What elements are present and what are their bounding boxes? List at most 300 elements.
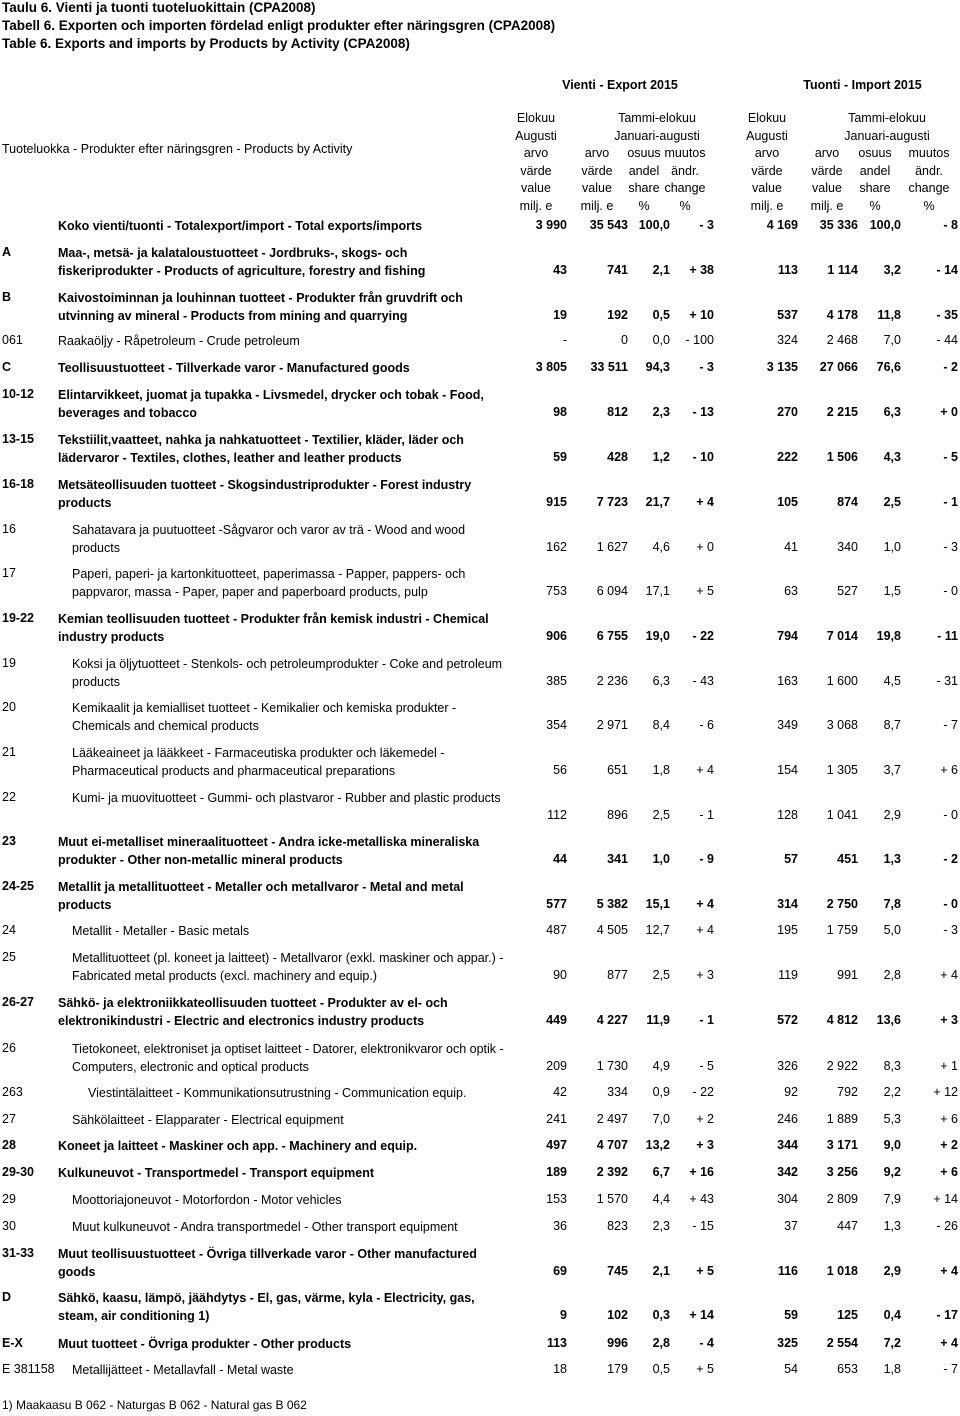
cell-value: 4 707 [596,1138,628,1152]
cell-value: + 4 [696,495,714,509]
cell-value: 100,0 [638,218,670,232]
row-label: Teollisuustuotteet - Tillverkade varor - Manufactured goods [58,361,410,375]
cell-value: 9,0 [883,1138,901,1152]
cell-value: 246 [777,1112,798,1126]
row-code: 19-22 [2,611,34,625]
cell-value: + 6 [940,763,958,777]
column-header-line: % [923,198,935,213]
row-label: Metallit - Metaller - Basic metals [72,924,250,938]
cell-value: 4 227 [596,1013,628,1027]
row-label: Muut teollisuustuotteet - Övriga tillverkade varor - Other manufactured goods [58,1247,477,1279]
cell-value: 56 [553,763,567,777]
cell-value: 4 169 [766,218,798,232]
cell-value: - 3 [943,923,958,937]
cell-value: 6,3 [883,405,901,419]
cell-value: 1 114 [827,263,858,277]
cell-value: 0,9 [652,1085,670,1099]
cell-value: + 2 [940,1138,958,1152]
cell-value: - 1 [699,808,714,822]
row-code: 26-27 [2,995,34,1009]
row-code: 16-18 [2,477,34,491]
cell-value: 162 [546,540,567,554]
cell-value: - 0 [943,808,958,822]
cell-value: 326 [777,1059,798,1073]
column-header-line: % [869,198,881,213]
cell-value: 179 [607,1362,628,1376]
cell-value: - 9 [699,852,714,866]
cell-value: 4 812 [826,1013,858,1027]
column-header [896,110,960,215]
cell-value: - 100 [685,333,714,347]
cell-value: 195 [777,923,798,937]
row-code: 13-15 [2,432,34,446]
cell-value: 0,0 [652,333,670,347]
cell-value: - 5 [943,450,958,464]
cell-value: 4,6 [652,540,670,554]
cell-value: 651 [607,763,628,777]
cell-value: - [562,333,567,347]
cell-value: - 17 [936,1308,958,1322]
column-header-line [652,110,718,128]
cell-value: + 5 [696,1264,714,1278]
column-header-line: % [638,198,650,213]
row-label: Koksi ja öljytuotteet - Stenkols- och petroleumprodukter - Coke and petroleum products [72,657,503,689]
row-label: Sähkö, kaasu, lämpö, jäähdytys - El, gas, värme, kyla - Electricity, gas, steam, air conditioning 1) [58,1291,475,1323]
cell-value: 105 [777,495,798,509]
cell-value: 906 [546,629,567,643]
cell-value: 125 [837,1308,858,1322]
cell-value: + 4 [940,1264,958,1278]
column-header [652,110,718,215]
row-label-header: Tuoteluokka - Produkter efter näringsgren - Products by Activity [2,142,353,156]
column-header-line: Elokuu [747,111,787,125]
row-label: Sahatavara ja puutuotteet -Sågvaror och varor av trä - Wood and wood products [72,523,466,555]
row-code: 263 [2,1085,23,1099]
row-label: Tietokoneet, elektroniset ja optiset laitteet - Datorer, elektronikvaror och optik - Computers, electronic and optical products [72,1042,504,1074]
cell-value: - 10 [692,450,714,464]
cell-value: 18 [553,1362,567,1376]
column-header-line: andel [859,163,891,178]
cell-value: 325 [777,1336,798,1350]
cell-value: - 44 [936,333,958,347]
column-header-line: arvo [584,146,610,160]
row-code: 29 [2,1192,16,1206]
cell-value: + 14 [689,1308,714,1322]
column-header-line: change [664,181,706,195]
cell-value: + 4 [940,1336,958,1350]
cell-value: - 3 [699,360,714,374]
cell-value: 1,8 [652,763,670,777]
column-header-line: muutos [664,146,706,160]
row-label: Moottoriajoneuvot - Motorfordon - Motor vehicles [72,1193,342,1207]
cell-value: 2 215 [826,405,858,419]
cell-value: 572 [777,1013,798,1027]
cell-value: 35 543 [589,218,628,232]
row-code: 24-25 [2,879,34,893]
row-code: 061 [2,333,23,347]
row-code: 10-12 [2,387,34,401]
cell-value: 92 [784,1085,798,1099]
title-en: Table 6. Exports and imports by Products by Activity (CPA2008) [2,36,410,51]
cell-value: 113 [546,1336,567,1350]
cell-value: 1,3 [883,852,901,866]
cell-value: 3 135 [766,360,798,374]
cell-value: 21,7 [645,495,670,509]
column-header-line: ändr. [671,163,699,178]
cell-value: 241 [546,1112,567,1126]
column-header-line: andel [628,163,660,178]
cell-value: 996 [607,1336,628,1350]
cell-value: 33 511 [590,360,628,374]
column-header-line: milj. e [580,198,614,213]
row-label: Metallituotteet (pl. koneet ja laitteet) - Metallvaror (exkl. maskiner och appar.) - Fabricated metal products (excl. machinery and equip.) [72,951,504,983]
row-label: Kumi- ja muovituotteet - Gummi- och plastvaror - Rubber and plastic products [72,791,501,805]
cell-value: 102 [607,1308,628,1322]
cell-value: - 31 [936,674,958,688]
cell-value: 3 990 [535,218,567,232]
cell-value: 385 [546,674,567,688]
cell-value: 2 922 [826,1059,858,1073]
cell-value: 3 068 [826,718,858,732]
cell-value: 13,2 [645,1138,670,1152]
cell-value: 1 570 [596,1192,628,1206]
row-label: Muut ei-metalliset mineraalituotteet - Andra icke-metalliska mineraliska produkter - Other non-metallic mineral products [58,835,480,867]
row-label: Raakaöljy - Råpetroleum - Crude petroleum [58,334,300,348]
cell-value: 2,9 [883,808,901,822]
row-label: Koneet ja laitteet - Maskiner och app. - Machinery and equip. [58,1139,418,1153]
cell-value: - 22 [692,629,714,643]
cell-value: + 0 [696,540,714,554]
cell-value: 7 014 [826,629,858,643]
cell-value: 41 [784,540,798,554]
cell-value: - 7 [943,1362,958,1376]
cell-value: - 2 [943,852,958,866]
cell-value: 19 [553,308,567,322]
column-header-line: värde [581,163,613,178]
cell-value: 7,9 [883,1192,901,1206]
cell-value: 128 [777,808,798,822]
column-header-line: Tammi-elokuu [618,111,696,125]
cell-value: + 2 [696,1112,714,1126]
footnote: 1) Maakaasu B 062 - Naturgas B 062 - Natural gas B 062 [2,1398,307,1412]
cell-value: 2,3 [652,405,670,419]
row-code: 30 [2,1219,16,1233]
cell-value: - 26 [936,1219,958,1233]
row-code: 24 [2,923,16,937]
cell-value: 3 805 [535,360,567,374]
cell-value: 1,3 [883,1219,901,1233]
row-code: 16 [2,522,16,536]
row-label: Metsäteollisuuden tuotteet - Skogsindustriprodukter - Forest industry products [58,478,472,510]
cell-value: 36 [553,1219,567,1233]
cell-value: 0 [621,333,628,347]
cell-value: 4 178 [826,308,858,322]
cell-value: 8,3 [883,1059,901,1073]
cell-value: 1 600 [826,674,858,688]
cell-value: 35 336 [819,218,858,232]
row-label: Kemian teollisuuden tuotteet - Produkter från kemisk industri - Chemical industry products [58,612,489,644]
cell-value: 6,3 [652,674,670,688]
cell-value: 27 066 [819,360,858,374]
cell-value: - 7 [943,718,958,732]
cell-value: 653 [837,1362,858,1376]
cell-value: - 3 [943,540,958,554]
cell-value: - 13 [692,405,714,419]
column-header-line: value [582,181,612,195]
cell-value: + 4 [696,763,714,777]
column-header [501,110,571,215]
row-code: 26 [2,1041,16,1055]
cell-value: 497 [546,1138,567,1152]
cell-value: 270 [777,405,798,419]
row-code: 17 [2,566,16,580]
cell-value: 59 [553,450,567,464]
cell-value: 1 889 [826,1112,858,1126]
cell-value: 823 [607,1219,628,1233]
row-code: E 381158 [2,1362,55,1376]
cell-value: + 12 [933,1085,958,1099]
cell-value: 915 [546,495,567,509]
title-sv: Tabell 6. Exporten och importen fördelad enligt produkter efter näringsgren (CPA2008) [2,18,556,33]
column-header-line: värde [751,163,783,178]
row-code: 28 [2,1138,16,1152]
cell-value: - 43 [692,674,714,688]
cell-value: - 1 [699,1013,714,1027]
export-group-header: Vienti - Export 2015 [562,78,678,92]
column-header-line: milj. e [810,198,844,213]
cell-value: - 6 [699,718,714,732]
cell-value: 2 750 [826,897,858,911]
cell-value: 76,6 [876,360,901,374]
cell-value: - 15 [692,1219,714,1233]
cell-value: 1 759 [826,923,858,937]
cell-value: 812 [607,405,628,419]
column-header-line: share [628,181,660,195]
cell-value: 119 [778,968,798,982]
cell-value: + 14 [933,1192,958,1206]
cell-value: + 38 [689,263,714,277]
cell-value: 4 505 [596,923,628,937]
cell-value: - 35 [936,308,958,322]
cell-value: 794 [777,629,798,643]
column-header-line: % [679,198,691,213]
cell-value: 59 [784,1308,798,1322]
cell-value: 451 [837,852,858,866]
cell-value: 57 [784,852,798,866]
row-label: Kaivostoiminnan ja louhinnan tuotteet - Produkter från gruvdrift och utvinning av mineral - Products from mining and quarrying [58,291,463,323]
column-header-line [896,128,960,146]
cell-value: 428 [607,450,628,464]
cell-value: + 3 [696,1138,714,1152]
column-header-line: Tammi-elokuu [848,111,926,125]
row-label: Paperi, paperi- ja kartonkituotteet, paperimassa - Papper, pappers- och pappvaror, massa - Paper, paper and paperboard products, pulp [72,567,466,599]
column-header-line: osuus [627,146,661,160]
cell-value: 2,2 [883,1085,901,1099]
cell-value: 527 [837,584,858,598]
column-header-line: muutos [908,146,950,160]
cell-value: + 4 [696,923,714,937]
cell-value: 344 [777,1138,798,1152]
row-code: 20 [2,700,16,714]
row-label: Kulkuneuvot - Transportmedel - Transport equipment [58,1166,375,1180]
row-code: 19 [2,656,16,670]
column-header-line: value [812,181,842,195]
cell-value: 44 [553,852,567,866]
cell-value: + 5 [696,1362,714,1376]
cell-value: 94,3 [645,360,670,374]
cell-value: 2,1 [652,1264,670,1278]
cell-value: 0,5 [652,1362,670,1376]
cell-value: 449 [546,1013,567,1027]
cell-value: 874 [837,495,858,509]
cell-value: 1 627 [596,540,628,554]
cell-value: 314 [777,897,798,911]
cell-value: 2 392 [596,1165,628,1179]
cell-value: + 43 [689,1192,714,1206]
cell-value: 9,2 [883,1165,901,1179]
cell-value: 304 [777,1192,798,1206]
cell-value: 4,9 [652,1059,670,1073]
cell-value: 7,0 [883,333,901,347]
row-label: Kemikaalit ja kemialliset tuotteet - Kemikalier och kemiska produkter - Chemicals and chemical products [72,701,457,733]
cell-value: + 16 [689,1165,714,1179]
column-header-line: värde [811,163,843,178]
cell-value: - 0 [943,584,958,598]
cell-value: + 10 [689,308,714,322]
cell-value: 2,9 [883,1264,901,1278]
cell-value: 354 [546,718,567,732]
column-header-line: arvo [814,146,840,160]
cell-value: 209 [546,1059,567,1073]
column-header-line: osuus [858,146,892,160]
cell-value: - 8 [943,218,958,232]
row-label: Metallijätteet - Metallavfall - Metal waste [72,1363,294,1377]
cell-value: 12,7 [645,923,670,937]
cell-value: 63 [784,584,798,598]
cell-value: 100,0 [869,218,901,232]
cell-value: 2 809 [826,1192,858,1206]
cell-value: + 0 [940,405,958,419]
column-header-line: share [859,181,891,195]
row-label: Muut tuotteet - Övriga produkter - Other products [58,1337,352,1351]
row-code: 27 [2,1112,16,1126]
row-label: Tekstiilit,vaatteet, nahka ja nahkatuotteet - Textilier, kläder, läder och lädervaror - Textiles, clothes, leather and leather products [58,433,464,465]
cell-value: + 5 [696,584,714,598]
cell-value: 2,3 [652,1219,670,1233]
cell-value: + 4 [940,968,958,982]
cell-value: 3 171 [826,1138,858,1152]
cell-value: 792 [837,1085,858,1099]
cell-value: 98 [553,405,567,419]
cell-value: 341 [607,852,628,866]
cell-value: - 5 [699,1059,714,1073]
column-header-line: change [908,181,950,195]
cell-value: 745 [607,1264,628,1278]
cell-value: 15,1 [645,897,670,911]
cell-value: + 6 [940,1165,958,1179]
cell-value: + 3 [940,1013,958,1027]
cell-value: 2 971 [596,718,628,732]
cell-value: - 22 [692,1085,714,1099]
row-label: Maa-, metsä- ja kalataloustuotteet - Jordbruks-, skogs- och fiskeriprodukter - Products of agriculture, forestry and fishing [58,246,426,278]
cell-value: 1 041 [826,808,858,822]
cell-value: 2 468 [826,333,858,347]
cell-value: 2,5 [652,968,670,982]
column-header-line: Augusti [746,128,788,143]
cell-value: 153 [546,1192,567,1206]
row-label: Elintarvikkeet, juomat ja tupakka - Livsmedel, drycker och tobak - Food, beverages and tobacco [58,388,484,420]
column-header-line: ändr. [915,163,943,178]
cell-value: 116 [777,1264,798,1278]
cell-value: 1,2 [652,450,670,464]
cell-value: 0,5 [652,308,670,322]
row-label: Viestintälaitteet - Kommunikationsutrustning - Communication equip. [88,1086,467,1100]
cell-value: 1 730 [596,1059,628,1073]
column-header-line: värde [520,163,552,178]
cell-value: 2,8 [652,1336,670,1350]
cell-value: 324 [777,333,798,347]
cell-value: 90 [553,968,567,982]
cell-value: - 1 [943,495,958,509]
cell-value: - 11 [937,629,958,643]
row-label: Sähkölaitteet - Elapparater - Electrical equipment [72,1113,344,1127]
row-code: A [2,245,12,259]
cell-value: 6 755 [596,629,628,643]
cell-value: 753 [546,584,567,598]
cell-value: 69 [553,1264,567,1278]
cell-value: 19,8 [876,629,901,643]
cell-value: + 3 [696,968,714,982]
row-code: 25 [2,950,16,964]
cell-value: 113 [777,263,798,277]
column-header-line: Augusti [515,128,557,143]
row-code: 29-30 [2,1165,34,1179]
cell-value: 6 094 [596,584,628,598]
cell-value: 7 723 [596,495,628,509]
cell-value: - 2 [943,360,958,374]
cell-value: 17,1 [645,584,670,598]
cell-value: 1,0 [652,852,670,866]
cell-value: 5,3 [883,1112,901,1126]
cell-value: 1 305 [826,763,858,777]
cell-value: 0,3 [652,1308,670,1322]
cell-value: 2 554 [826,1336,858,1350]
row-label: Metallit ja metallituotteet - Metaller och metallvaror - Metal and metal products [58,880,464,912]
cell-value: 5,0 [883,923,901,937]
cell-value: 11,9 [646,1013,670,1027]
cell-value: 991 [837,968,858,982]
column-header-line [652,128,718,146]
cell-value: 896 [607,808,628,822]
cell-value: 54 [784,1362,798,1376]
column-header-line: milj. e [750,198,784,213]
cell-value: 340 [837,540,858,554]
row-label: Lääkeaineet ja lääkkeet - Farmaceutiska produkter och läkemedel - Pharmaceutical products and pharmaceutical preparations [72,746,445,778]
cell-value: 1,8 [883,1362,901,1376]
cell-value: 3 256 [826,1165,858,1179]
cell-value: 9 [560,1308,567,1322]
column-header-line: Elokuu [516,111,556,125]
column-header-line: Januari-augusti [844,128,930,143]
row-code: B [2,290,12,304]
row-code: E-X [2,1336,23,1350]
cell-value: 112 [547,808,567,822]
cell-value: + 1 [940,1059,958,1073]
cell-value: 37 [784,1219,798,1233]
cell-value: 7,0 [652,1112,670,1126]
cell-value: - 3 [699,218,714,232]
cell-value: 6,7 [652,1165,670,1179]
